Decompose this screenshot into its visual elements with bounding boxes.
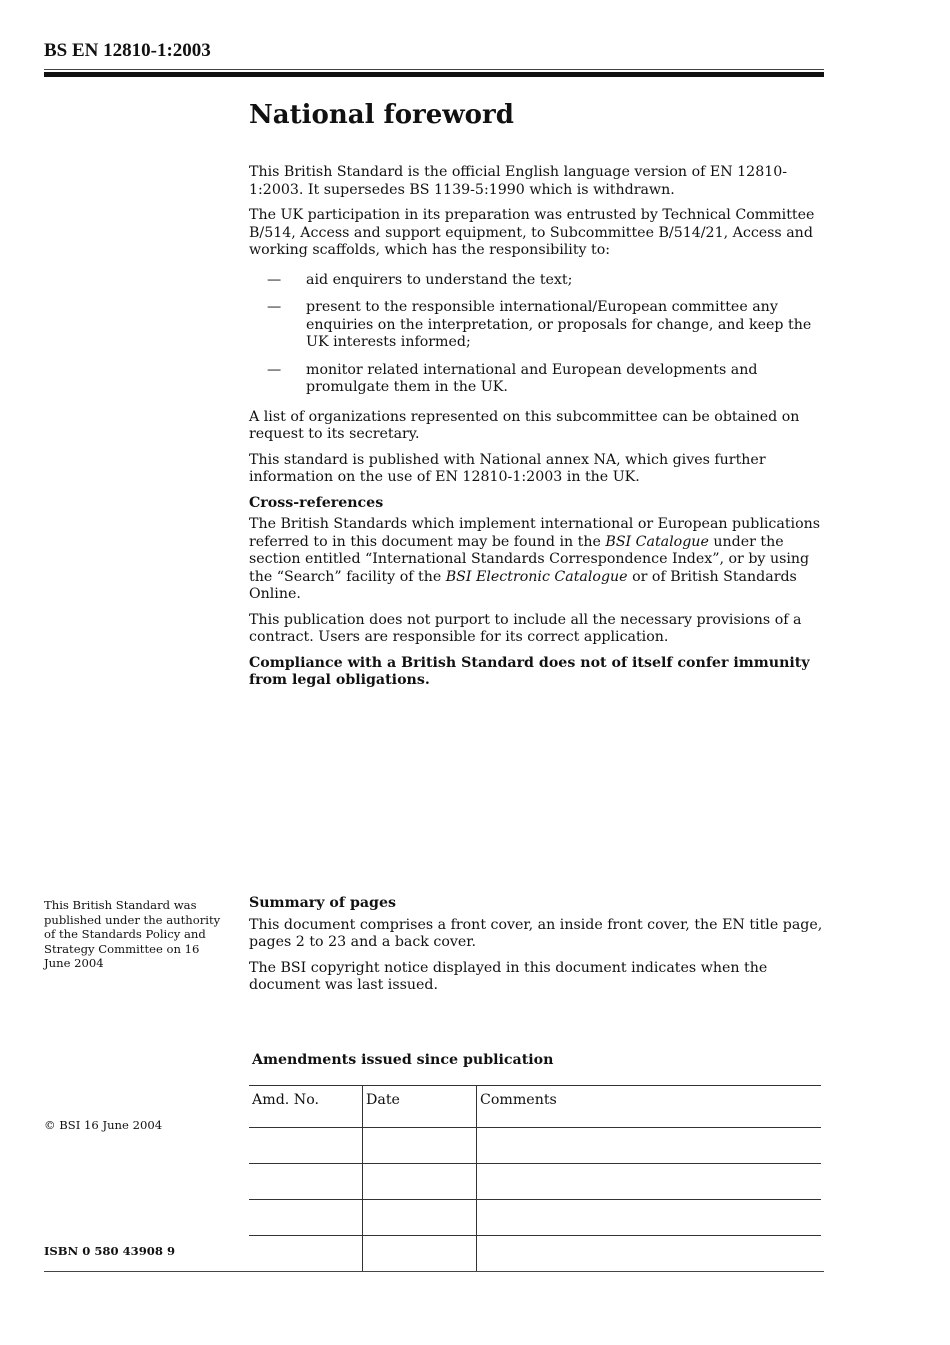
cross-references-heading: Cross-references <box>249 494 384 511</box>
compliance-statement: Compliance with a British Standard does not of itself confer immunity from legal obligations. <box>249 654 810 688</box>
cross-ref-text: under the section entitled “International Standards Correspondence Index”, or by using the “Search” facility of the <box>249 533 810 585</box>
list-dash: — <box>267 271 282 288</box>
document-id: BS EN 12810-1:2003 <box>44 40 211 61</box>
amendments-title: Amendments issued since publication <box>252 1052 554 1068</box>
bsi-electronic-catalogue-title: BSI Electronic Catalogue <box>445 568 628 585</box>
table-cell <box>363 1164 477 1200</box>
bsi-catalogue-title: BSI Catalogue <box>605 533 709 550</box>
header-rule-thin <box>44 69 824 70</box>
column-header-date: Date <box>363 1086 477 1128</box>
table-cell <box>477 1164 822 1200</box>
foreword-participation-paragraph: The UK participation in its preparation was entrusted by Technical Committee B/514, Access and support equipment, to Subcommittee B/514/21, Access and working scaffolds, which has the responsibility to: <box>249 207 815 258</box>
list-item-text: monitor related international and European developments and promulgate them in the UK. <box>306 361 758 395</box>
table-cell <box>363 1128 477 1164</box>
list-item-text: present to the responsible international/European committee any enquiries on the interpretation, or proposals for change, and keep the UK interests informed; <box>306 299 812 350</box>
table-cell <box>477 1236 822 1272</box>
amendments-table <box>249 1085 821 1272</box>
national-annex-paragraph: This standard is published with National annex NA, which gives further information on the use of EN 12810-1:2003 in the UK. <box>249 451 766 485</box>
foreword-body <box>249 164 824 698</box>
summary-section <box>249 895 824 1003</box>
table-header-row <box>249 1086 821 1128</box>
isbn: ISBN 0 580 43908 9 <box>44 1244 176 1258</box>
list-dash: — <box>267 361 282 378</box>
summary-copyright-paragraph: The BSI copyright notice displayed in this document indicates when the document was last issued. <box>249 959 768 993</box>
list-item <box>249 299 824 352</box>
publication-authority-note: This British Standard was published under the authority of the Standards Policy and Strategy Committee on 16 June 2004 <box>44 898 221 970</box>
table-cell <box>363 1236 477 1272</box>
summary-heading: Summary of pages <box>249 895 396 911</box>
list-item <box>249 272 824 290</box>
page-title: National foreword <box>249 100 514 130</box>
copyright-notice: © BSI 16 June 2004 <box>44 1118 163 1132</box>
cross-ref-text: The British Standards which implement international or European publications referred to in this document may be found in the <box>249 516 821 550</box>
cross-ref-text: or of British Standards Online. <box>249 568 797 602</box>
table-row <box>249 1200 821 1236</box>
foreword-intro-paragraph: This British Standard is the official English language version of EN 12810-1:2003. It supersedes BS 1139-5:1990 which is withdrawn. <box>249 164 788 198</box>
table-cell <box>249 1236 363 1272</box>
footer-rule <box>44 1271 824 1272</box>
cross-references-paragraph <box>249 516 824 604</box>
summary-pages-paragraph: This document comprises a front cover, an inside front cover, the EN title page, pages 2 to 23 and a back cover. <box>249 916 823 950</box>
table-row <box>249 1164 821 1200</box>
table-cell <box>249 1200 363 1236</box>
responsibility-list <box>249 272 824 397</box>
provisions-paragraph: This publication does not purport to include all the necessary provisions of a contract. Users are responsible for its correct application. <box>249 611 802 645</box>
column-header-comments: Comments <box>477 1086 822 1128</box>
table-cell <box>477 1128 822 1164</box>
table-cell <box>477 1200 822 1236</box>
table-row <box>249 1128 821 1164</box>
list-item <box>249 362 824 397</box>
organizations-paragraph: A list of organizations represented on this subcommittee can be obtained on request to its secretary. <box>249 408 800 442</box>
header-rule-thick <box>44 72 824 77</box>
list-item-text: aid enquirers to understand the text; <box>306 271 573 288</box>
table-cell <box>363 1200 477 1236</box>
table-cell <box>249 1128 363 1164</box>
table-cell <box>249 1164 363 1200</box>
column-header-amd-no: Amd. No. <box>249 1086 363 1128</box>
table-row <box>249 1236 821 1272</box>
list-dash: — <box>267 299 282 315</box>
